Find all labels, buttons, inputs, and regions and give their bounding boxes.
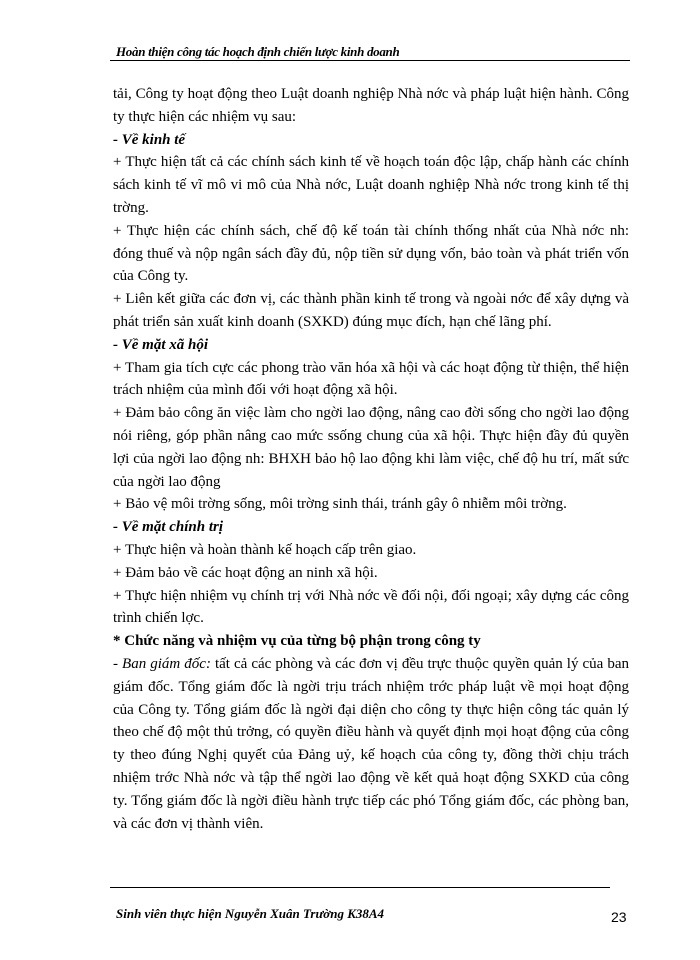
paragraph-social-1: + Tham gia tích cực các phong trào văn hóa xã hội và các hoạt động từ thiện, thể hiện trách nhiệm của mình đối với hoạt động xã hội. bbox=[113, 359, 629, 399]
section-heading-social: - Về mặt xã hội bbox=[113, 336, 209, 353]
paragraph-political-2: + Đảm bảo về các hoạt động an ninh xã hội. bbox=[113, 564, 378, 581]
paragraph-social-3: + Bảo vệ môi trờng sống, môi trờng sinh thái, tránh gây ô nhiễm môi trờng. bbox=[113, 496, 567, 513]
paragraph-intro: tải, Công ty hoạt động theo Luật doanh nghiệp Nhà nớc và pháp luật hiện hành. Công ty thực hiện các nhiệm vụ sau: bbox=[113, 86, 629, 125]
footer-divider bbox=[110, 887, 610, 888]
board-of-directors-text: tất cả các phòng và các đơn vị đều trực thuộc quyền quản lý của ban giám đốc. Tổng giám đốc là ngời trịu trách nhiệm trớc pháp luật về mọi hoạt động của Công ty. Tổng giám đốc là ngời đại diện cho công ty thực hiện công tác quản lý theo chế độ một thủ trởng, có quyền điều hành và quyết định mọi hoạt động của công ty theo đúng Nghị quyết của Đảng uỷ, kế hoạch của công ty, đồng thời chịu trách nhiệm trớc Nhà nớc và tập thể ngời lao động về kết quả hoạt động SXKD của công ty. Tổng giám đốc là ngời điều hành trực tiếp các phó Tổng giám đốc, các phòng ban, và các đơn vị thành viên. bbox=[113, 655, 629, 832]
paragraph-economic-1: + Thực hiện tất cả các chính sách kinh tế về hoạch toán độc lập, chấp hành các chính sách kinh tế vĩ mô vi mô của Nhà nớc, Luật doanh nghiệp Nhà nớc trong kinh tế thị trờng. bbox=[113, 154, 629, 216]
paragraph-economic-2: + Thực hiện các chính sách, chế độ kế toán tài chính thống nhất của Nhà nớc nh: đóng thuế và nộp ngân sách đầy đủ, nộp tiền sử dụng vốn, bảo toàn và phát triển vốn của Công ty. bbox=[113, 222, 629, 285]
paragraph-economic-3: + Liên kết giữa các đơn vị, các thành phần kinh tế trong và ngoài nớc để xây dựng và phát triển sản xuất kinh doanh (SXKD) đúng mục đích, hạn chế lãng phí. bbox=[113, 291, 629, 330]
section-heading-functions: * Chức năng và nhiệm vụ của từng bộ phận trong công ty bbox=[113, 633, 481, 650]
document-body bbox=[113, 83, 629, 835]
paragraph-social-2: + Đảm bảo công ăn việc làm cho ngời lao động, nâng cao đời sống cho ngời lao động nói riêng, góp phần nâng cao mức ssống chung của xã hội. Thực hiện đầy đủ quyền lợi của ngời lao động nh: BHXH bảo hộ lao động khi làm việc, chế độ hu trí, mất sức của ngời lao động bbox=[113, 405, 629, 490]
paragraph-political-3: + Thực hiện nhiệm vụ chính trị với Nhà nớc về đối nội, đối ngoại; xây dựng các công trình chiến lợc. bbox=[113, 587, 629, 627]
paragraph-political-1: + Thực hiện và hoàn thành kế hoạch cấp trên giao. bbox=[113, 541, 417, 558]
page-number: 23 bbox=[611, 909, 627, 925]
paragraph-board-of-directors bbox=[113, 653, 629, 835]
board-of-directors-label: - Ban giám đốc: bbox=[113, 655, 211, 672]
section-heading-economic: - Về kinh tế bbox=[113, 131, 186, 148]
header-divider bbox=[110, 60, 630, 61]
running-header-title: Hoàn thiện công tác hoạch định chiến lược kinh doanh bbox=[116, 44, 400, 59]
section-heading-political: - Về mặt chính trị bbox=[113, 519, 224, 536]
footer-author: Sinh viên thực hiện Nguyễn Xuân Trường K38A4 bbox=[116, 906, 385, 921]
